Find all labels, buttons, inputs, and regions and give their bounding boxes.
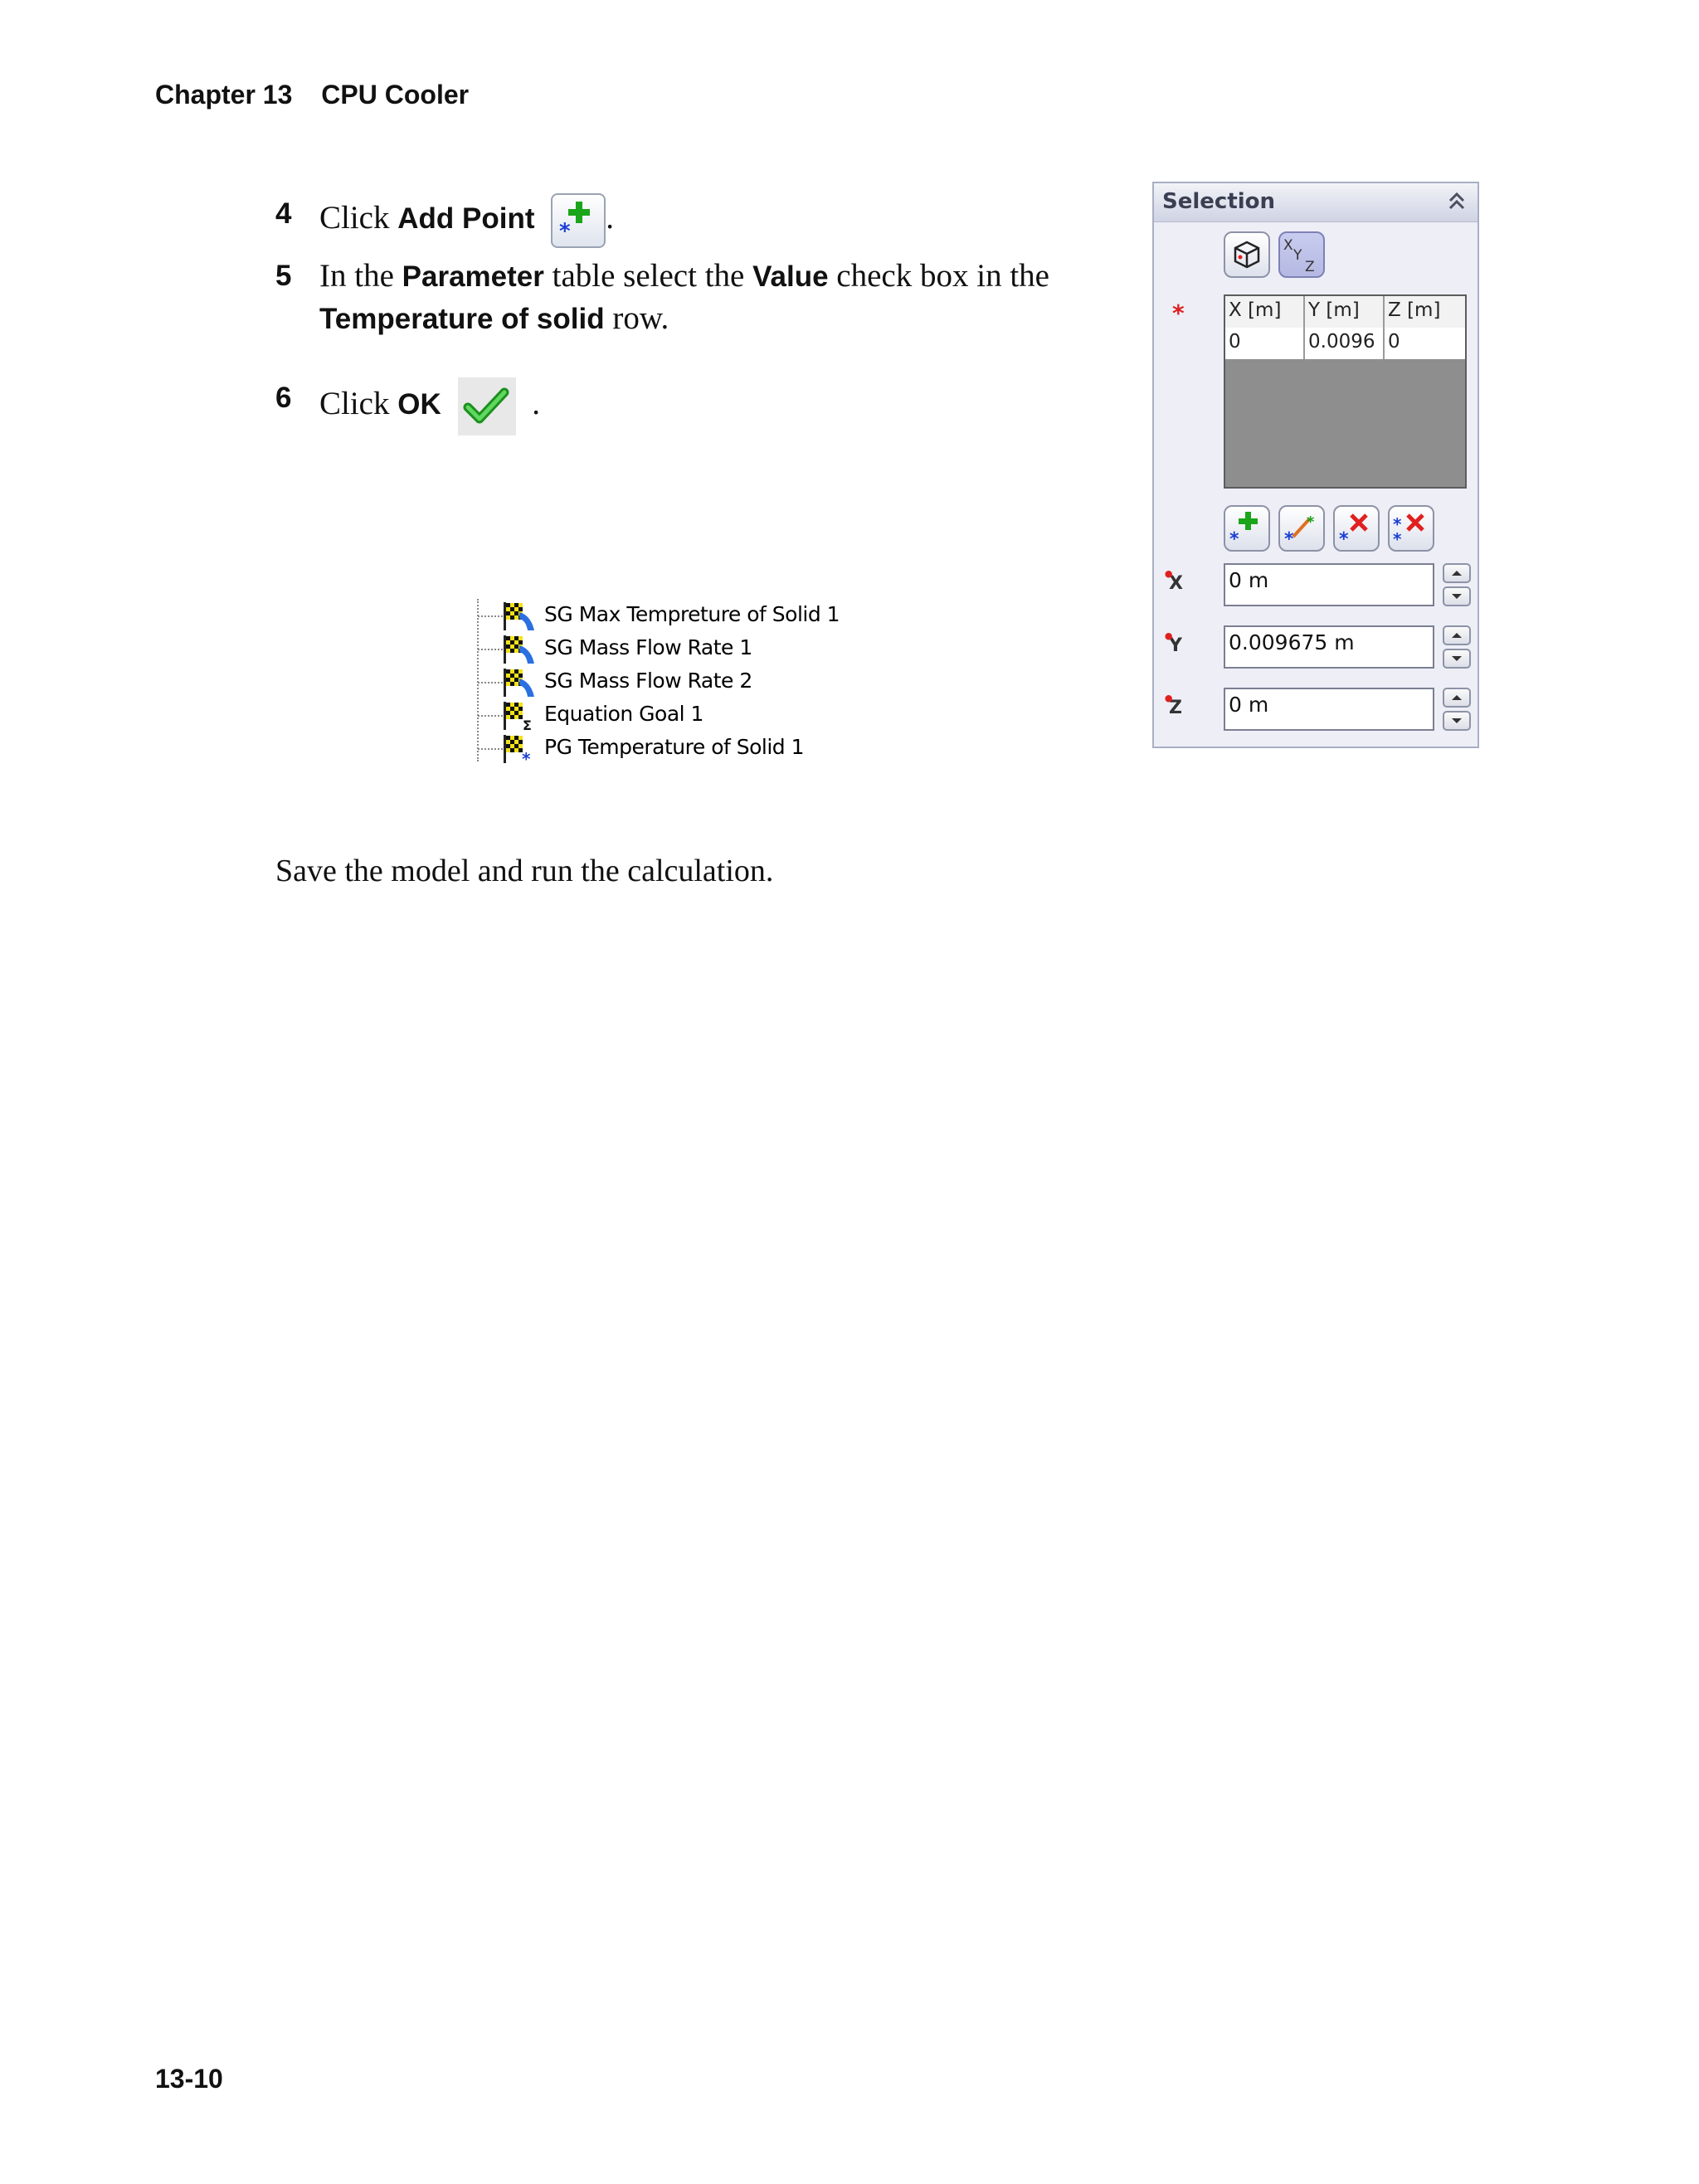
svg-text:*: *	[1172, 301, 1185, 323]
add-point-icon	[551, 193, 606, 248]
red-dot-icon: •	[1162, 625, 1176, 649]
x-coordinate-input[interactable]: 0 m	[1224, 563, 1434, 606]
tree-item-label: SG Max Tempreture of Solid 1	[544, 602, 840, 626]
cube-icon	[1225, 233, 1268, 276]
svg-text:*: *	[1307, 513, 1315, 531]
red-dot-icon: •	[1162, 688, 1176, 711]
column-header[interactable]: X [m]	[1225, 296, 1305, 328]
point-goal-flag-icon	[501, 733, 536, 765]
svg-text:Σ: Σ	[523, 717, 532, 732]
table-row[interactable]	[1225, 328, 1465, 359]
page-number: 13-10	[155, 2064, 223, 2094]
delete-point-button[interactable]	[1333, 505, 1380, 552]
svg-text:*: *	[559, 219, 571, 244]
column-header[interactable]: Y [m]	[1305, 296, 1385, 328]
step-text: Click Add Point * .	[319, 193, 614, 248]
equation-goal-flag-icon	[501, 700, 536, 732]
tree-item-label: SG Mass Flow Rate 1	[544, 635, 752, 659]
pick-point-icon	[1280, 507, 1323, 550]
svg-text:*: *	[1339, 529, 1349, 550]
z-spinner[interactable]	[1443, 688, 1471, 731]
step-number: 5	[275, 260, 292, 292]
table-cell[interactable]: 0.0096	[1305, 328, 1385, 359]
surface-goal-flag-icon	[501, 634, 536, 665]
spin-down-button[interactable]	[1443, 649, 1471, 669]
arrow-up-icon	[1444, 627, 1469, 644]
delete-all-points-icon	[1390, 507, 1433, 550]
svg-text:Z: Z	[1305, 259, 1315, 275]
point-marker-icon	[1171, 301, 1192, 323]
arrow-up-icon	[1444, 565, 1469, 581]
ok-checkmark-icon	[458, 377, 516, 435]
step-number: 6	[275, 382, 292, 414]
svg-text:*: *	[1284, 529, 1294, 550]
add-point-button[interactable]	[1224, 505, 1270, 552]
add-point-label: Add Point	[397, 202, 535, 235]
step-text: In the Parameter table select the Value check box in the Temperature of solid row.	[319, 258, 1049, 336]
column-header[interactable]: Z [m]	[1388, 299, 1441, 321]
y-spinner[interactable]	[1443, 625, 1471, 669]
spin-up-button[interactable]	[1443, 625, 1471, 645]
arrow-up-icon	[1444, 689, 1469, 706]
chapter-number: Chapter 13	[155, 80, 293, 109]
view-box-button[interactable]	[1224, 231, 1270, 278]
svg-text:*: *	[522, 749, 531, 765]
tree-item[interactable]	[473, 732, 854, 765]
svg-text:*: *	[1393, 529, 1402, 549]
svg-text:Y: Y	[1293, 247, 1302, 264]
body-paragraph: Save the model and run the calculation.	[275, 854, 774, 888]
delete-point-icon	[1335, 507, 1378, 550]
xyz-coordinates-button[interactable]	[1278, 231, 1325, 278]
svg-text:X: X	[1283, 237, 1293, 254]
step-text: Click OK .	[319, 377, 540, 435]
panel-title: Selection	[1162, 189, 1276, 214]
add-from-selection-button[interactable]	[1278, 505, 1325, 552]
step-5	[275, 255, 1105, 338]
tree-item[interactable]	[473, 599, 854, 632]
red-dot-icon: •	[1162, 563, 1176, 586]
points-table[interactable]	[1224, 294, 1467, 489]
x-spinner[interactable]	[1443, 563, 1471, 606]
table-header	[1225, 296, 1465, 329]
spin-down-button[interactable]	[1443, 586, 1471, 606]
tree-item-label: PG Temperature of Solid 1	[544, 735, 805, 759]
ok-label: OK	[397, 387, 441, 421]
arrow-down-icon	[1444, 650, 1469, 667]
spin-up-button[interactable]	[1443, 688, 1471, 708]
spin-down-button[interactable]	[1443, 711, 1471, 731]
chapter-title: CPU Cooler	[321, 80, 470, 109]
arrow-down-icon	[1444, 588, 1469, 605]
running-header	[155, 80, 469, 110]
tree-item[interactable]	[473, 698, 854, 732]
collapse-chevron-icon[interactable]	[1446, 190, 1468, 213]
svg-text:*: *	[1229, 529, 1239, 550]
svg-text:*: *	[1393, 514, 1402, 534]
tree-item[interactable]	[473, 632, 854, 665]
add-point-icon	[1225, 507, 1268, 550]
tree-item-label: SG Mass Flow Rate 2	[544, 669, 752, 693]
selection-panel	[1152, 182, 1479, 748]
y-coordinate-input[interactable]: 0.009675 m	[1224, 625, 1434, 669]
surface-goal-flag-icon	[501, 601, 536, 632]
x-coordinate-label: • X	[1162, 563, 1183, 594]
tree-item-label: Equation Goal 1	[544, 702, 703, 726]
xyz-icon	[1280, 233, 1323, 276]
y-coordinate-label: • Y	[1162, 625, 1182, 656]
table-cell[interactable]: 0	[1225, 328, 1305, 359]
table-cell[interactable]: 0	[1388, 331, 1400, 353]
step-number: 4	[275, 197, 292, 230]
tree-item[interactable]	[473, 665, 854, 698]
panel-header[interactable]	[1154, 183, 1477, 222]
surface-goal-flag-icon	[501, 667, 536, 698]
spin-up-button[interactable]	[1443, 563, 1471, 583]
z-coordinate-input[interactable]: 0 m	[1224, 688, 1434, 731]
arrow-down-icon	[1444, 713, 1469, 729]
delete-all-points-button[interactable]	[1388, 505, 1434, 552]
z-coordinate-label: • Z	[1162, 688, 1182, 718]
